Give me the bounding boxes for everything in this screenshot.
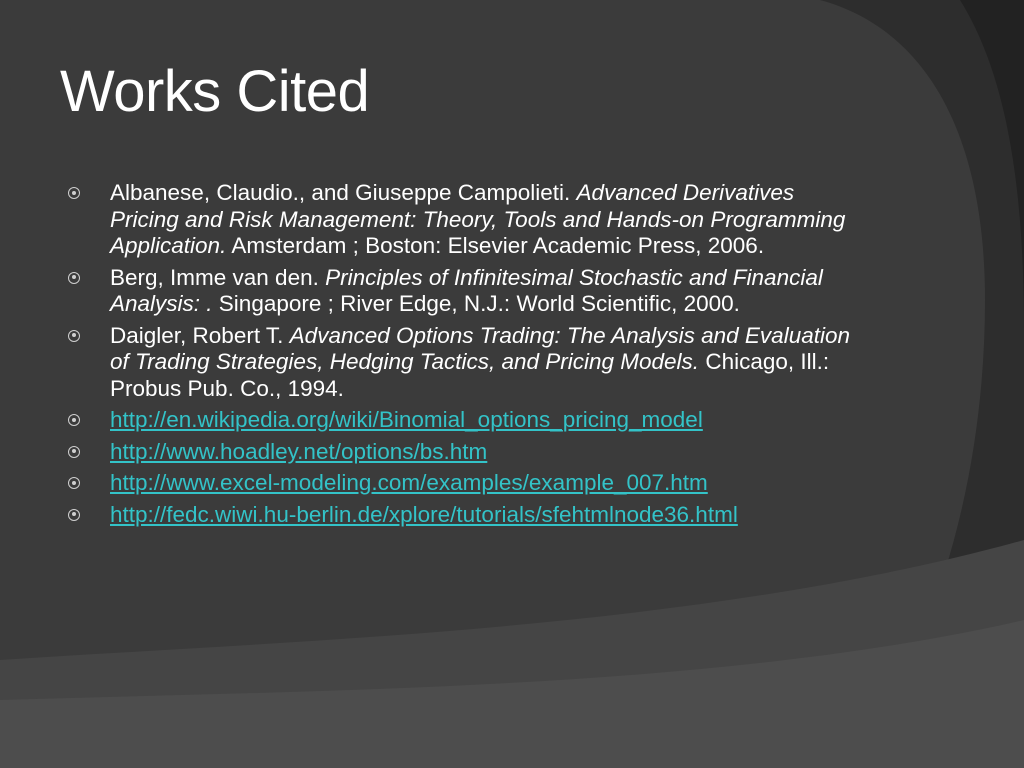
citation-item <box>66 323 866 403</box>
citation-title: Principles of Infinitesimal Stochastic and Financial Analysis: . <box>110 264 823 316</box>
citation-item <box>66 265 866 318</box>
link-item <box>66 407 866 434</box>
ring-dot-bullet-icon <box>68 187 80 199</box>
citation-title: Advanced Options Trading: The Analysis and Evaluation of Trading Strategies, Hedging Tactics, and Pricing Models. <box>110 322 850 374</box>
citation-author: Daigler, Robert T. <box>110 322 290 348</box>
ring-dot-bullet-icon <box>68 509 80 521</box>
wikipedia-binomial-link[interactable]: http://en.wikipedia.org/wiki/Binomial_options_pricing_model <box>110 407 703 432</box>
ring-dot-bullet-icon <box>68 330 80 342</box>
hu-berlin-tutorial-link[interactable]: http://fedc.wiwi.hu-berlin.de/xplore/tutorials/sfehtmlnode36.html <box>110 501 738 527</box>
citation-publication: Chicago, Ill.: Probus Pub. Co., 1994. <box>110 349 830 401</box>
works-cited-list <box>66 180 866 533</box>
citation-title: Advanced Derivatives Pricing and Risk Management: Theory, Tools and Hands-on Programming Application. <box>110 180 846 258</box>
hoadley-bs-link[interactable]: http://www.hoadley.net/options/bs.htm <box>110 438 488 464</box>
ring-dot-bullet-icon <box>68 272 80 284</box>
link-item <box>66 502 866 529</box>
excel-modeling-link[interactable]: http://www.excel-modeling.com/examples/example_007.htm <box>110 470 708 495</box>
citation-item <box>66 180 866 260</box>
citation-publication: Singapore ; River Edge, N.J.: World Scientific, 2000. <box>212 291 740 316</box>
citation-author: Berg, Imme van den. <box>110 264 326 290</box>
link-item <box>66 470 866 497</box>
slide-title: Works Cited <box>60 59 370 124</box>
citation-publication: Amsterdam ; Boston: Elsevier Academic Press, 2006. <box>226 233 765 258</box>
ring-dot-bullet-icon <box>68 446 80 458</box>
ring-dot-bullet-icon <box>68 477 80 489</box>
citation-author: Albanese, Claudio., and Giuseppe Campolieti. <box>110 180 577 205</box>
ring-dot-bullet-icon <box>68 414 80 426</box>
link-item <box>66 439 866 466</box>
